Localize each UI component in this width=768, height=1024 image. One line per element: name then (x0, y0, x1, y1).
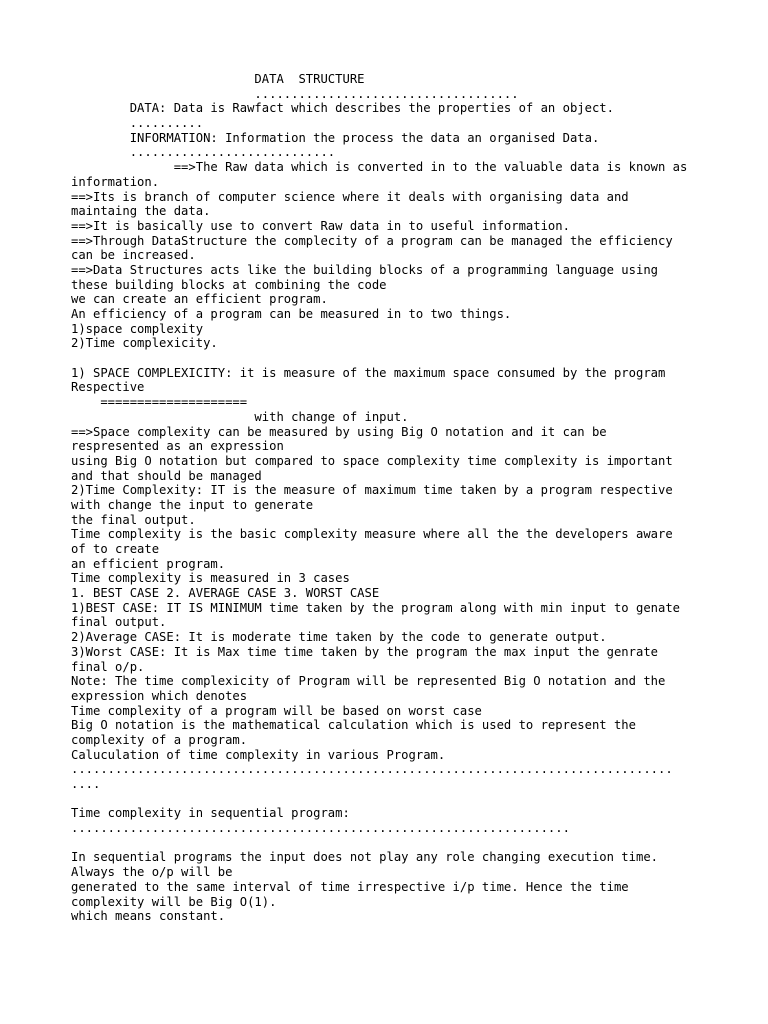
document-line (71, 792, 711, 807)
document-line: ==================== (71, 395, 248, 410)
document-line: an efficient program. (71, 556, 226, 571)
document-line: In sequential programs the input does not play any role changing execution time. (71, 850, 658, 865)
document-line: An efficiency of a program can be measured in to two things. (71, 307, 512, 321)
document-line: Time complexity of a program will be based on worst case (71, 703, 482, 718)
document-line: 2)Average CASE: It is moderate time taken by the code to generate output. (71, 630, 607, 645)
document-line: .... (71, 777, 101, 791)
document-line: Time complexity is measured in 3 cases (71, 571, 350, 586)
document-line: maintaing the data. (71, 204, 211, 219)
document-line: expression which denotes (71, 688, 248, 703)
document-line: DATA: Data is Rawfact which describes the properties of an object. (71, 101, 614, 116)
document-line: final output. (71, 615, 167, 630)
document-line: information. (71, 174, 160, 189)
document-line: Caluculation of time complexity in various Program. (71, 747, 446, 762)
document-line: of to create (71, 542, 160, 556)
document-line: Time complexity is the basic complexity measure where all the the developers aware (71, 527, 673, 542)
document-line: with change the input to generate (71, 497, 314, 512)
document-line: ............................ (71, 145, 336, 160)
document-line: complexity of a program. (71, 732, 248, 747)
document-line: DATA STRUCTURE (71, 72, 365, 86)
document-line: Big O notation is the mathematical calculation which is used to represent the (71, 718, 636, 733)
document-line: ==>Through DataStructure the complecity of a program can be managed the efficiency (71, 233, 673, 248)
document-line: these building blocks at combining the code (71, 277, 387, 292)
document-line: and that should be managed (71, 468, 262, 483)
document-line: the final output. (71, 512, 196, 527)
document-line: Respective (71, 380, 145, 395)
document-line: 1) SPACE COMPLEXICITY: it is measure of the maximum space consumed by the program (71, 365, 666, 380)
document-line: 3)Worst CASE: It is Max time time taken by the program the max input the genrate (71, 644, 658, 659)
document-line: Note: The time complexicity of Program will be represented Big O notation and the (71, 674, 666, 689)
document-line: 2)Time complexicity. (71, 336, 218, 351)
document-line: using Big O notation but compared to space complexity time complexity is important (71, 453, 673, 468)
document-line: can be increased. (71, 248, 196, 263)
document-page (71, 72, 711, 924)
document-line: .................................... (71, 86, 519, 101)
document-line: 2)Time Complexity: IT is the measure of maximum time taken by a program respective (71, 483, 673, 498)
document-line: 1)BEST CASE: IT IS MINIMUM time taken by the program along with min input to genate (71, 600, 681, 615)
document-line: 1)space complexity (71, 321, 204, 336)
document-line: final o/p. (71, 659, 145, 674)
document-line: ==>The Raw data which is converted in to the valuable data is known as (71, 160, 688, 175)
document-line (71, 836, 711, 851)
document-line: we can create an efficient program. (71, 292, 328, 307)
document-line: .......... (71, 116, 204, 131)
document-line: .................................................................... (71, 821, 570, 836)
document-line: with change of input. (71, 409, 409, 424)
document-line: respresented as an expression (71, 439, 284, 454)
document-line: ==>Data Structures acts like the building blocks of a programming language using (71, 262, 658, 277)
document-line: ==>Space complexity can be measured by using Big O notation and it can be (71, 424, 607, 439)
document-line: Time complexity in sequential program: (71, 806, 350, 821)
document-line: 1. BEST CASE 2. AVERAGE CASE 3. WORST CASE (71, 586, 380, 601)
document-line (71, 351, 711, 366)
document-line: ==>Its is branch of computer science where it deals with organising data and (71, 189, 629, 204)
document-line: .................................................................................. (71, 762, 673, 777)
document-line: Always the o/p will be (71, 865, 233, 880)
document-line: INFORMATION: Information the process the data an organised Data. (71, 130, 600, 145)
document-line: generated to the same interval of time irrespective i/p time. Hence the time (71, 879, 629, 894)
document-line: ==>It is basically use to convert Raw data in to useful information. (71, 218, 570, 233)
document-line: complexity will be Big O(1). (71, 894, 277, 909)
document-line: which means constant. (71, 909, 226, 924)
